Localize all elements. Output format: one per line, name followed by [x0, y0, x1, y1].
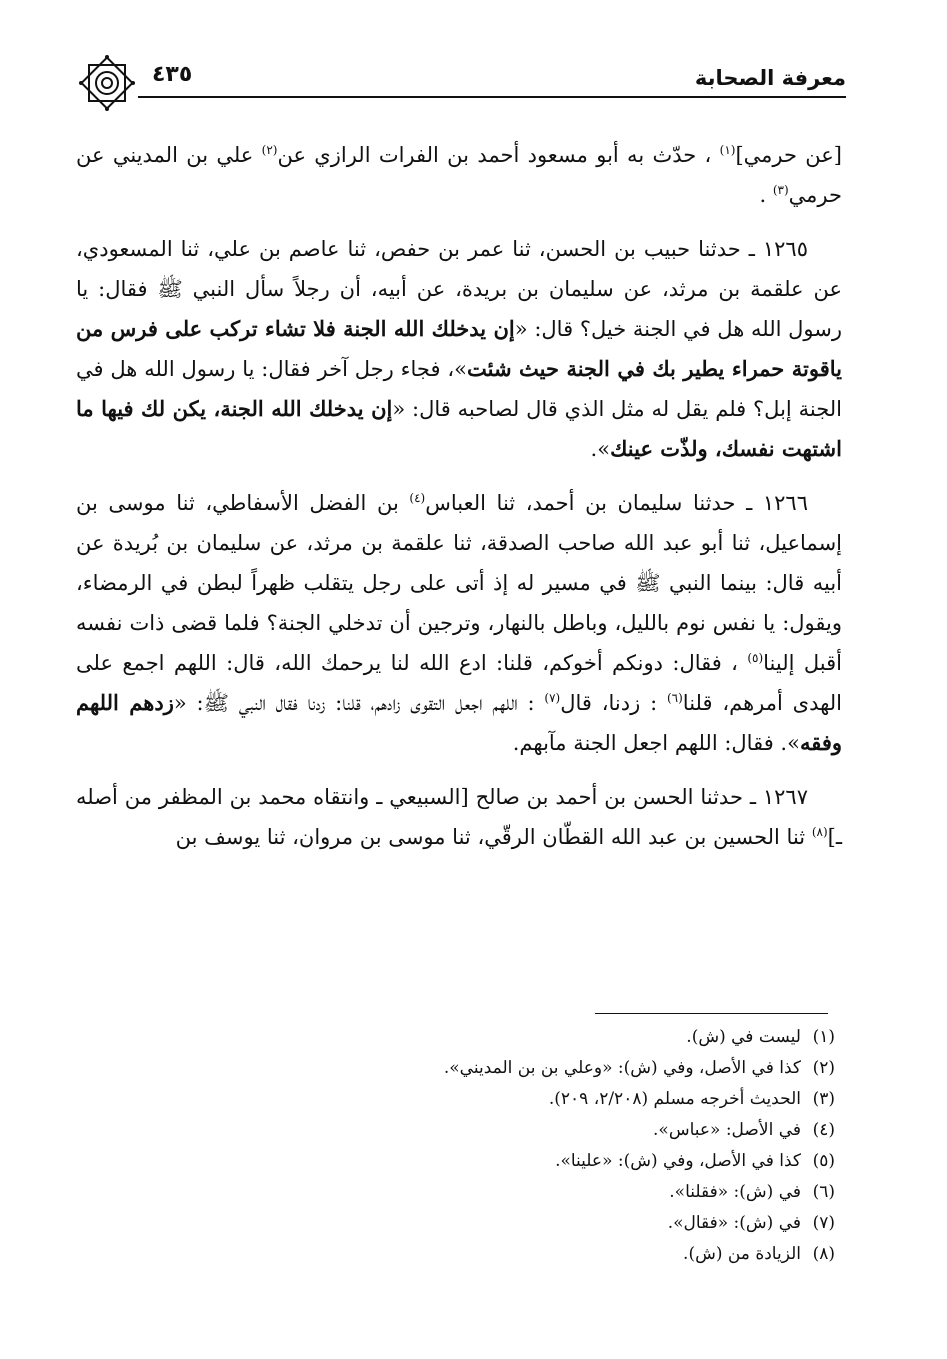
footnote-text: في (ش): «فقلنا».	[669, 1182, 801, 1202]
footnote-text: كذا في الأصل، وفي (ش): «علينا».	[555, 1151, 801, 1171]
hadith-number: ١٢٦٥	[762, 237, 808, 261]
running-title: معرفة الصحابة	[694, 66, 846, 90]
footnote-ref[interactable]: (٢)	[261, 143, 278, 157]
footnote-item	[300, 1177, 835, 1208]
text-run: [عن حرمي]	[735, 143, 842, 167]
footnote-number: (٤)	[812, 1120, 835, 1140]
text-run: : زدنا، قال	[560, 691, 667, 715]
bold-quote: إن يدخلك الله الجنة، يكن لك فيها ما اشتهت نفسك، ولذّت عينك	[76, 396, 842, 461]
footnote-number: (٢)	[812, 1058, 835, 1078]
hadith-number: ١٢٦٧	[762, 785, 808, 809]
footnote-text: في الأصل: «عباس».	[653, 1120, 801, 1140]
footnote-text: كذا في الأصل، وفي (ش): «وعلي بن بن المديني».	[443, 1058, 801, 1078]
hadith-1265	[76, 229, 842, 469]
footnote-number: (٧)	[812, 1213, 835, 1233]
footnote-ref[interactable]: (٥)	[747, 651, 764, 665]
text-run: ـ حدثنا سليمان بن أحمد، ثنا العباس	[425, 491, 763, 515]
footnote-item	[300, 1053, 835, 1084]
footnote-item	[300, 1146, 835, 1177]
footnote-separator	[595, 1013, 828, 1014]
page-header	[76, 52, 846, 98]
text-run: .	[759, 183, 773, 207]
text-run: ـ حدثنا حبيب بن الحسن، ثنا عمر بن حفص، ثنا عاصم بن علي، ثنا المسعودي، عن علقمة بن مرثد، عن سليمان بن بريدة، عن أبيه، أن رجلاً سأل النبي ﷺ فقال: يا رسول الله هل في الجنة خيل؟ قال: «	[76, 237, 842, 341]
text-run: بن الفضل الأسفاطي، ثنا موسى بن إسماعيل، ثنا أبو عبد الله صاحب الصدقة، ثنا علقمة بن مرثد، عن سليمان بن بُريدة عن أبيه قال: بينما النبي ﷺ في مسير له إذ أتى على رجل يتقلب ظهراً لبطن في الرمضاء، ويقول: يا نفس نوم بالليل، وباطل بالنهار، وترجين أن تدخلي الجنة؟ فلما قضى ذات نفسه أقبل إلينا	[76, 491, 842, 675]
footnote-ref[interactable]: (٧)	[544, 691, 561, 705]
footnote-ref[interactable]: (١)	[719, 143, 736, 157]
hadith-number: ١٢٦٦	[762, 491, 808, 515]
footnote-item	[300, 1022, 835, 1053]
star-ornament-icon	[76, 52, 138, 114]
text-run: ـ حدثنا الحسن بن أحمد بن صالح [السبيعي ـ وانتقاه محمد بن المظفر من أصله ـ]	[76, 785, 842, 849]
footnote-number: (٥)	[812, 1151, 835, 1171]
footnote-number: (٣)	[812, 1089, 835, 1109]
bold-quote: زدهم اللهم وفقه	[76, 690, 842, 755]
footnote-ref[interactable]: (٤)	[409, 491, 426, 505]
main-text	[76, 135, 842, 871]
footnote-item	[300, 1084, 835, 1115]
bold-quote: إن يدخلك الله الجنة فلا تشاء تركب على فرس من ياقوتة حمراء يطير بك في الجنة حيث شئت	[76, 316, 842, 381]
paragraph-continuation	[76, 135, 842, 215]
text-run: ثنا الحسين بن عبد الله القطّان الرقّي، ثنا موسى بن مروان، ثنا يوسف بن	[175, 825, 812, 849]
footnote-text: الحديث أخرجه مسلم (٢/٢٠٨، ٢٠٩).	[548, 1089, 801, 1109]
text-run: ». فقال: اللهم اجعل الجنة مآبهم.	[512, 731, 800, 755]
footnote-number: (٨)	[812, 1244, 835, 1264]
footnote-number: (٦)	[812, 1182, 835, 1202]
footnote-text: ليست في (ش).	[686, 1027, 801, 1047]
text-run: ، حدّث به أبو مسعود أحمد بن الفرات الرازي عن	[277, 143, 720, 167]
footnote-item	[300, 1208, 835, 1239]
footnote-ref[interactable]: (٦)	[666, 691, 683, 705]
text-run: »، فجاء رجل آخر فقال: يا رسول الله هل في الجنة إبل؟ فلم يقل له مثل الذي قال لصاحبه قال: «	[76, 357, 842, 421]
footnote-ref[interactable]: (٣)	[772, 183, 789, 197]
text-run: ».	[590, 437, 611, 461]
hadith-1267	[76, 777, 842, 857]
footnote-text: في (ش): «فقال».	[667, 1213, 801, 1233]
text-run: : اللهم اجعل التقوى زادهم، قلنا: زدنا فقال النبي ﷺ: «	[173, 691, 545, 715]
text-run: ، فقال: دونكم أخوكم، قلنا: ادع الله لنا يرحمك الله، قال: اللهم اجمع على الهدى أمرهم، قلنا	[76, 651, 843, 715]
footnotes	[300, 1022, 835, 1270]
footnote-number: (١)	[812, 1027, 835, 1047]
page-number: ٤٣٥	[152, 62, 193, 87]
text-run: علي بن المديني عن حرمي	[76, 143, 842, 207]
footnote-text: الزيادة من (ش).	[683, 1244, 801, 1264]
footnote-item	[300, 1115, 835, 1146]
header-rule	[138, 96, 846, 98]
hadith-1266	[76, 483, 842, 763]
footnote-ref[interactable]: (٨)	[811, 825, 828, 839]
footnote-item	[300, 1239, 835, 1270]
